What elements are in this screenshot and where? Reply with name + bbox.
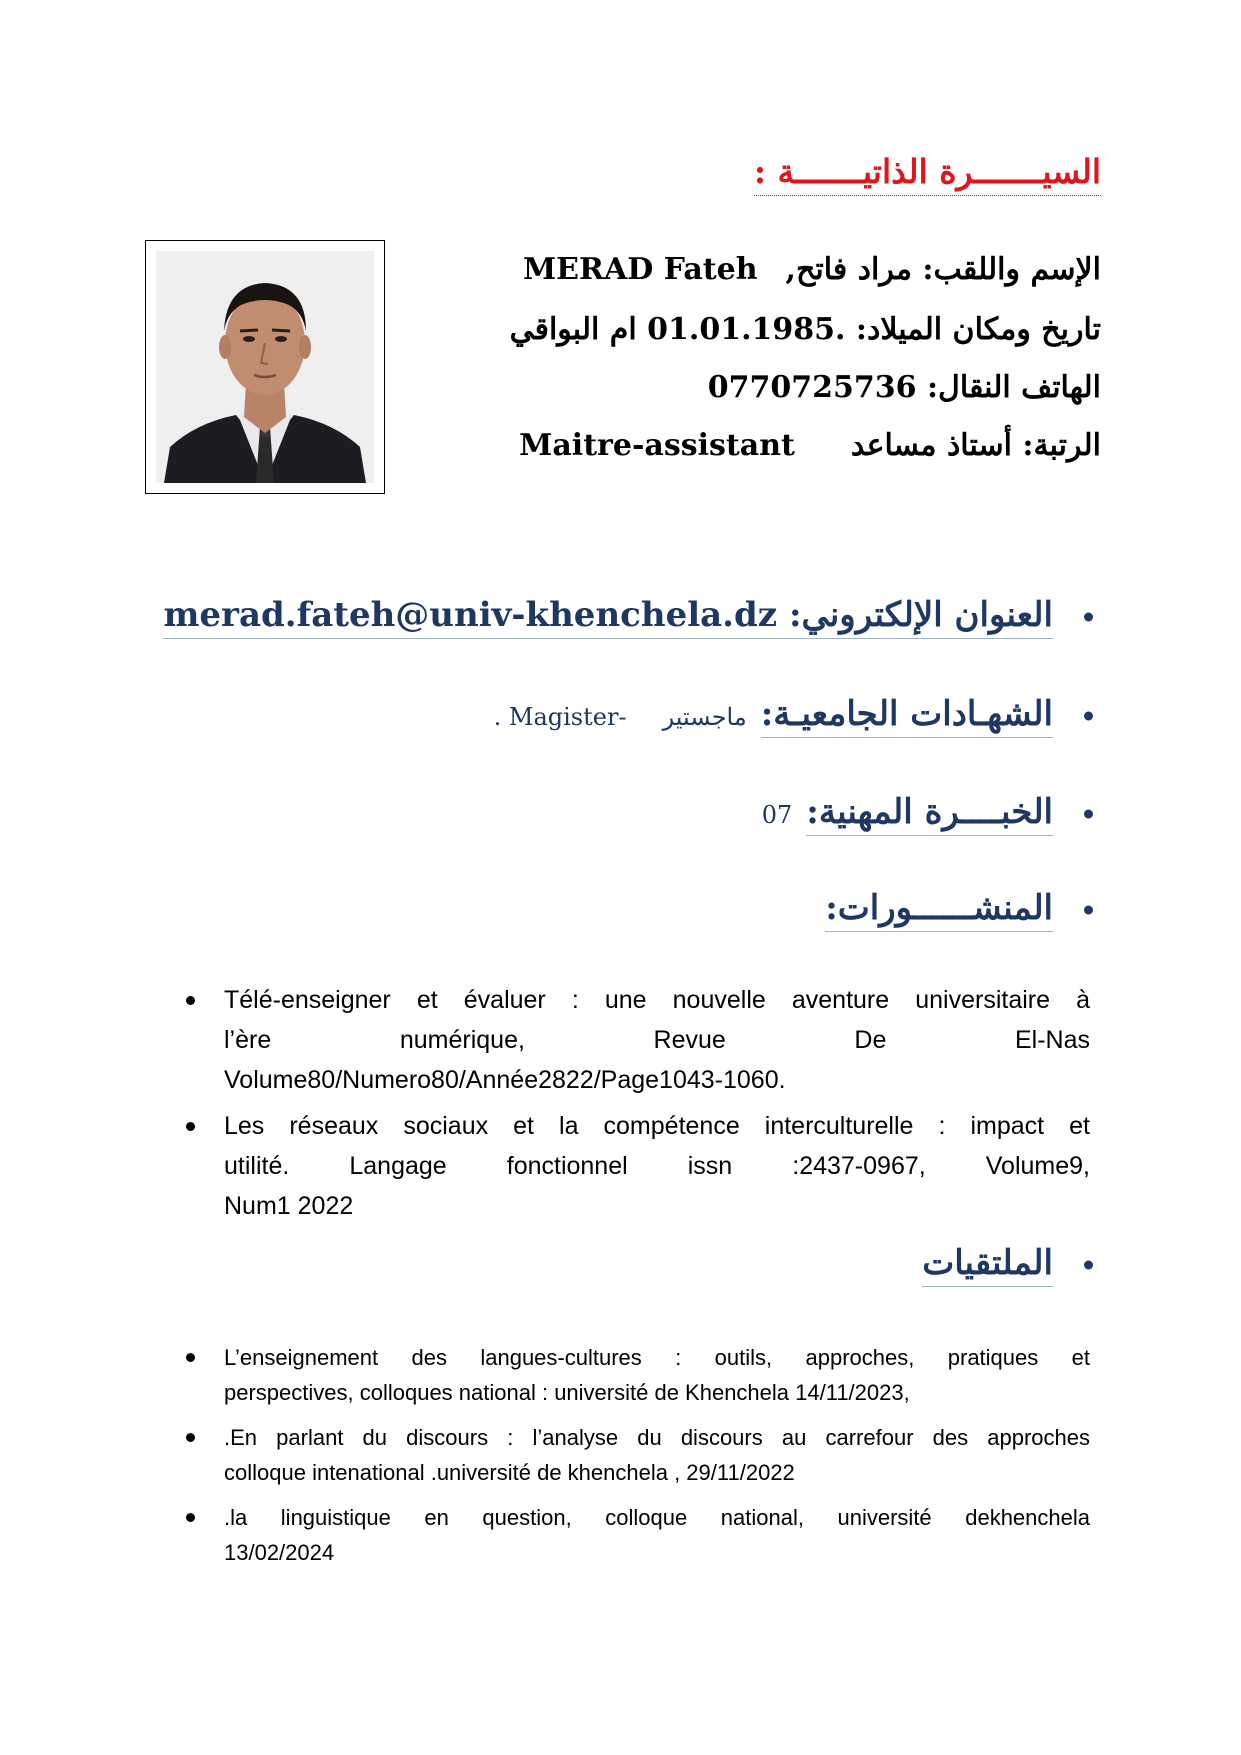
conference-line: 13/02/2024 [224, 1540, 335, 1565]
list-item [182, 1106, 1090, 1226]
publication-line: l’ère numérique, Revue De El-Nas [224, 1026, 1090, 1054]
degree-arabic: ماجستير [662, 703, 747, 731]
degree-latin: . Magister- [493, 703, 627, 731]
portrait-illustration [156, 251, 374, 483]
publication-line: Volume80/Numero80/Année2822/Page1043-1060. [224, 1066, 786, 1094]
publication-line: Les réseaux sociaux et la compétence interculturelle : impact et [224, 1112, 1090, 1140]
bullet-dot-icon [186, 996, 195, 1005]
publication-line: Num1 2022 [224, 1192, 354, 1220]
bullet-dot-icon [1084, 712, 1093, 721]
degrees-label: الشهـادات الجامعيـة: [761, 694, 1053, 738]
publications-list [182, 980, 1090, 1232]
conference-line: .la linguistique en question, colloque national, université dekhenchela [224, 1505, 1090, 1530]
bullet-dot-icon [1084, 906, 1093, 915]
bullet-dot-icon [1084, 613, 1093, 622]
conferences-list [182, 1340, 1090, 1580]
birth-place: ام البواقي [509, 312, 637, 347]
section-email [163, 595, 1053, 639]
conference-line: colloque intenational .université de khenchela , 29/11/2022 [224, 1460, 795, 1485]
publications-label: المنشــــــورات: [825, 888, 1053, 932]
section-publications [825, 888, 1053, 932]
bullet-dot-icon [1084, 810, 1093, 819]
conference-line: .En parlant du discours : l’analyse du discours au carrefour des approches [224, 1425, 1090, 1450]
conference-line: L’enseignement des langues-cultures : outils, approches, pratiques et [224, 1345, 1090, 1370]
phone-number: 0770725736 [707, 370, 917, 405]
birth-date: 01.01.1985. [647, 312, 846, 347]
bullet-dot-icon [1084, 1261, 1093, 1270]
name-latin: MERAD Fateh [522, 252, 758, 287]
section-experience [762, 792, 1053, 836]
cv-title: السيـــــــرة الذاتيـــــــة : [754, 152, 1101, 196]
phone-line [708, 370, 1101, 405]
list-item [182, 1420, 1090, 1490]
publication-line: utilité. Langage fonctionnel issn :2437-0967, Volume9, [224, 1152, 1090, 1180]
email-heading [163, 595, 1053, 639]
bullet-dot-icon [186, 1433, 195, 1442]
conferences-label: الملتقيات [922, 1243, 1053, 1287]
conference-line: perspectives, colloques national : université de Khenchela 14/11/2023, [224, 1380, 910, 1405]
list-item [182, 980, 1090, 1100]
rank-latin: Maitre-assistant [519, 428, 795, 463]
section-conferences [922, 1243, 1053, 1287]
section-degrees [494, 694, 1053, 738]
profile-photo [156, 251, 374, 483]
list-item [182, 1500, 1090, 1570]
phone-label: الهاتف النقال: [926, 370, 1101, 405]
birth-label: تاريخ ومكان الميلاد: [855, 312, 1101, 347]
publication-line: Télé-enseigner et évaluer : une nouvelle aventure universitaire à [224, 986, 1090, 1014]
email-address[interactable]: merad.fateh@univ-khenchela.dz [163, 595, 778, 635]
experience-label: الخبــــرة المهنية: [806, 792, 1053, 836]
email-label: العنوان الإلكتروني: [788, 595, 1053, 635]
profile-photo-frame [145, 240, 385, 494]
name-line [523, 252, 1101, 287]
rank-line [519, 428, 1101, 463]
bullet-dot-icon [186, 1122, 195, 1131]
bullet-dot-icon [186, 1353, 195, 1362]
name-label: الإسم واللقب: مراد فاتح, [785, 252, 1101, 287]
rank-label: الرتبة: أستاذ مساعد [850, 428, 1101, 463]
experience-years: 07 [761, 801, 793, 829]
birth-line [510, 312, 1101, 347]
bullet-dot-icon [186, 1513, 195, 1522]
list-item [182, 1340, 1090, 1410]
